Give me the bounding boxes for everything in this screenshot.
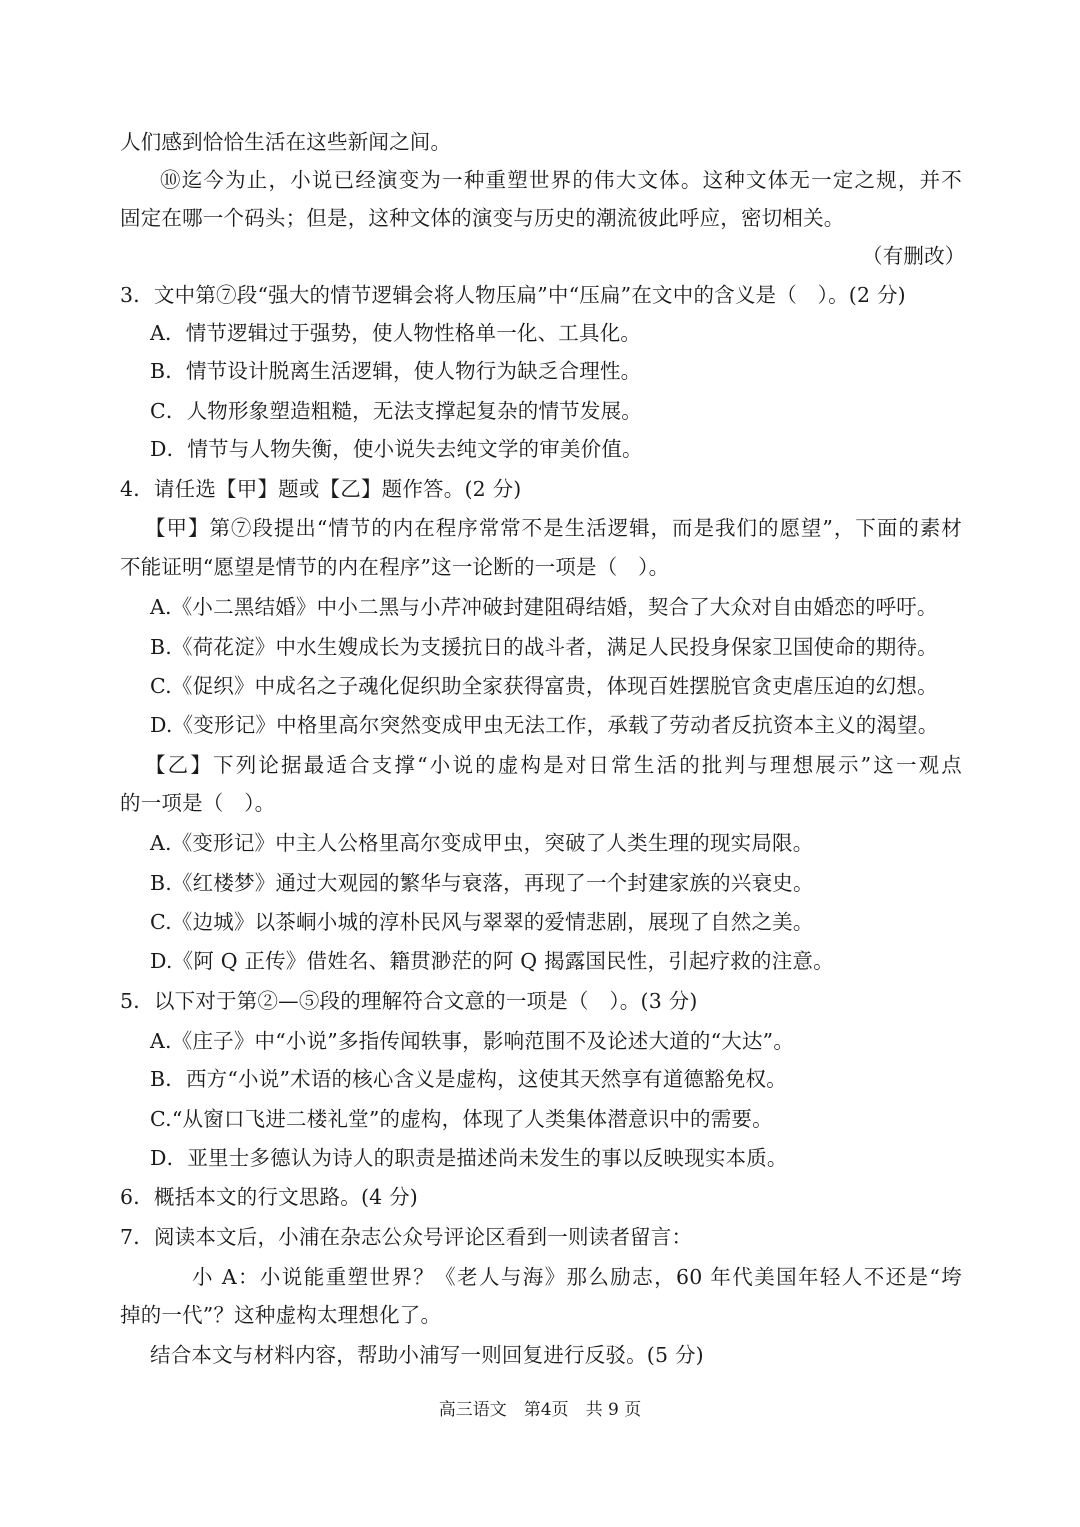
question-7-task: 结合本文与材料内容，帮助小浦写一则回复进行反驳。(5 分) <box>150 1343 704 1367</box>
paragraph-10-line: ⑩迄今为止，小说已经演变为一种重塑世界的伟大文体。这种文体无一定之规，并不 <box>160 168 962 192</box>
question-7-stem: 7．阅读本文后，小浦在杂志公众号评论区看到一则读者留言： <box>120 1225 693 1249</box>
source-note: （有删改） <box>862 244 966 268</box>
question-4-yi-prompt: 【乙】下列论据最适合支撑“小说的虚构是对日常生活的批判与理想展示”这一观点 <box>145 753 962 777</box>
question-4-yi-option: C.《边城》以茶峒小城的淳朴民风与翠翠的爱情悲剧，展现了自然之美。 <box>150 910 814 934</box>
question-5-option: D．亚里士多德认为诗人的职责是描述尚未发生的事以反映现实本质。 <box>150 1146 788 1170</box>
question-3-option: A．情节逻辑过于强势，使人物性格单一化、工具化。 <box>150 321 642 345</box>
paragraph-10-line: 固定在哪一个码头；但是，这种文体的演变与历史的潮流彼此呼应，密切相关。 <box>120 206 845 230</box>
page-footer: 高三语文 第4页 共 9 页 <box>438 1400 642 1420</box>
question-4-jia-option: C.《促织》中成名之子魂化促织助全家获得富贵，体现百姓摆脱官贪吏虐压迫的幻想。 <box>150 674 938 698</box>
question-7-quote: 掉的一代”？这种虚构太理想化了。 <box>120 1303 442 1327</box>
question-3-option: D．情节与人物失衡，使小说失去纯文学的审美价值。 <box>150 437 643 461</box>
question-5-stem: 5．以下对于第②—⑤段的理解符合文意的一项是（ ）。(3 分) <box>120 989 698 1013</box>
question-3-stem: 3．文中第⑦段“强大的情节逻辑会将人物压扁”中“压扁”在文中的含义是（ ）。(2 分) <box>120 283 906 307</box>
question-4-jia-option: D.《变形记》中格里高尔突然变成甲虫无法工作，承载了劳动者反抗资本主义的渴望。 <box>150 713 939 737</box>
question-3-option: B．情节设计脱离生活逻辑，使人物行为缺乏合理性。 <box>150 359 642 383</box>
question-4-yi-option: B.《红楼梦》通过大观园的繁华与衰落，再现了一个封建家族的兴衰史。 <box>150 871 814 895</box>
question-4-yi-option: D.《阿 Q 正传》借姓名、籍贯渺茫的阿 Q 揭露国民性，引起疗救的注意。 <box>150 949 834 973</box>
question-5-option: B．西方“小说”术语的核心含义是虚构，这使其天然享有道德豁免权。 <box>150 1067 787 1091</box>
question-7-quote: 小 A：小说能重塑世界？《老人与海》那么励志，60 年代美国年轻人不还是“垮 <box>192 1265 962 1289</box>
question-6-stem: 6．概括本文的行文思路。(4 分) <box>120 1185 418 1209</box>
question-4-jia-option: A.《小二黑结婚》中小二黑与小芹冲破封建阻碍结婚，契合了大众对自由婚恋的呼吁。 <box>150 595 938 619</box>
passage-line: 人们感到恰恰生活在这些新闻之间。 <box>120 130 452 154</box>
question-4-jia-prompt: 不能证明“愿望是情节的内在程序”这一论断的一项是（ ）。 <box>120 555 670 579</box>
question-4-yi-option: A.《变形记》中主人公格里高尔变成甲虫，突破了人类生理的现实局限。 <box>150 831 814 855</box>
question-4-jia-prompt: 【甲】第⑦段提出“情节的内在程序常常不是生活逻辑，而是我们的愿望”，下面的素材 <box>145 516 962 540</box>
question-5-option: A.《庄子》中“小说”多指传闻轶事，影响范围不及论述大道的“大达”。 <box>150 1029 795 1053</box>
question-4-yi-prompt: 的一项是（ ）。 <box>120 791 276 815</box>
question-5-option: C.“从窗口飞进二楼礼堂”的虚构，体现了人类集体潜意识中的需要。 <box>150 1107 773 1131</box>
question-4-jia-option: B.《荷花淀》中水生嫂成长为支援抗日的战斗者，满足人民投身保家卫国使命的期待。 <box>150 635 938 659</box>
question-3-option: C．人物形象塑造粗糙，无法支撑起复杂的情节发展。 <box>150 399 642 423</box>
question-4-stem: 4．请任选【甲】题或【乙】题作答。(2 分) <box>120 477 522 501</box>
